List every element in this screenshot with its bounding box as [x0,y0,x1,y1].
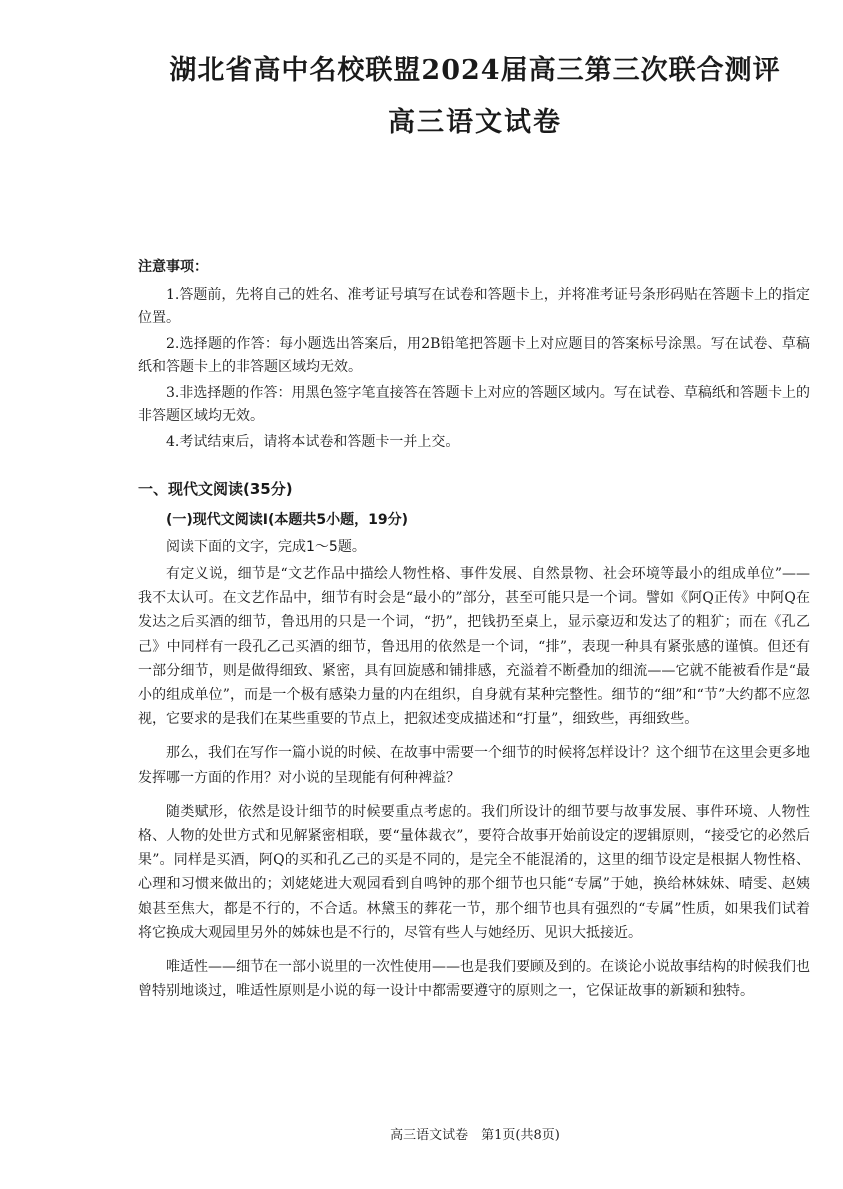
exam-subtitle: 高三语文试卷 [388,107,562,138]
passage-paragraph: 随类赋形，依然是设计细节的时候要重点考虑的。我们所设计的细节要与故事发展、事件环境、人物性格、人物的处世方式和见解紧密相联，要“量体裁衣”，要符合故事开始前设定的逻辑原则，“接受它的必然后果”。同样是买酒，阿Q的买和孔乙己的买是不同的，是完全不能混淆的，这里的细节设定是根据人物性格、心理和习惯来做出的；刘姥姥进大观园看到自鸣钟的那个细节也只能“专属”于她，换给林妹妹、晴雯、赵姨娘甚至焦大，都是不行的，不合适。林黛玉的葬花一节，那个细节也具有强烈的“专属”性质，如果我们试着将它换成大观园里另外的姊妹也是不行的，尽管有些人与她经历、见识大抵接近。 [138,803,810,941]
note-item: 1.答题前，先将自己的姓名、准考证号填写在试卷和答题卡上，并将准考证号条形码贴在答题卡上的指定位置。 [138,287,810,326]
note-item: 2.选择题的作答：每小题选出答案后，用2B铅笔把答题卡上对应题目的答案标号涂黑。写在试卷、草稿纸和答题卡上的非答题区域均无效。 [138,336,810,375]
note-item: 3.非选择题的作答：用黑色签字笔直接答在答题卡上对应的答题区域内。写在试卷、草稿纸和答题卡上的非答题区域均无效。 [138,385,810,424]
reading-passage [138,562,810,1013]
section-heading: 一、现代文阅读(35分) [138,480,293,498]
exam-title: 湖北省高中名校联盟2024届高三第三次联合测评 [169,55,781,86]
note-item: 4.考试结束后，请将本试卷和答题卡一并上交。 [166,434,460,450]
passage-paragraph: 有定义说，细节是“文艺作品中描绘人物性格、事件发展、自然景物、社会环境等最小的组成单位”——我不太认可。在文艺作品中，细节有时会是“最小的”部分，甚至可能只是一个词。譬如《阿Q正传》中阿Q在发达之后买酒的细节，鲁迅用的只是一个词，“扔”，把钱扔至桌上，显示豪迈和发达了的粗犷；而在《孔乙己》中同样有一段孔乙己买酒的细节，鲁迅用的依然是一个词，“排”，表现一种具有紧张感的谨慎。但还有一部分细节，则是做得细致、紧密，具有回旋感和铺排感，充溢着不断叠加的细流——它就不能被看作是“最小的组成单位”，而是一个极有感染力量的内在组织，自身就有某种完整性。细节的“细”和“节”大约都不应忽视，它要求的是我们在某些重要的节点上，把叙述变成描述和“打量”，细致些，再细致些。 [138,566,810,728]
notes-list [138,284,810,457]
subsection-heading: (一)现代文阅读Ⅰ(本题共5小题，19分) [166,512,409,528]
passage-paragraph: 那么，我们在写作一篇小说的时候、在故事中需要一个细节的时候将怎样设计？这个细节在这里会更多地发挥哪一方面的作用？对小说的呈现能有何种裨益？ [138,745,810,786]
reading-instruction: 阅读下面的文字，完成1～5题。 [166,539,366,555]
passage-paragraph: 唯适性——细节在一部小说里的一次性使用——也是我们要顾及到的。在谈论小说故事结构的时候我们也曾特别地谈过，唯适性原则是小说的每一设计中都需要遵守的原则之一，它保证故事的新颖和独特。 [138,959,810,1000]
notes-heading: 注意事项： [138,259,208,275]
page-footer: 高三语文试卷 第1页(共8页) [390,1128,560,1143]
